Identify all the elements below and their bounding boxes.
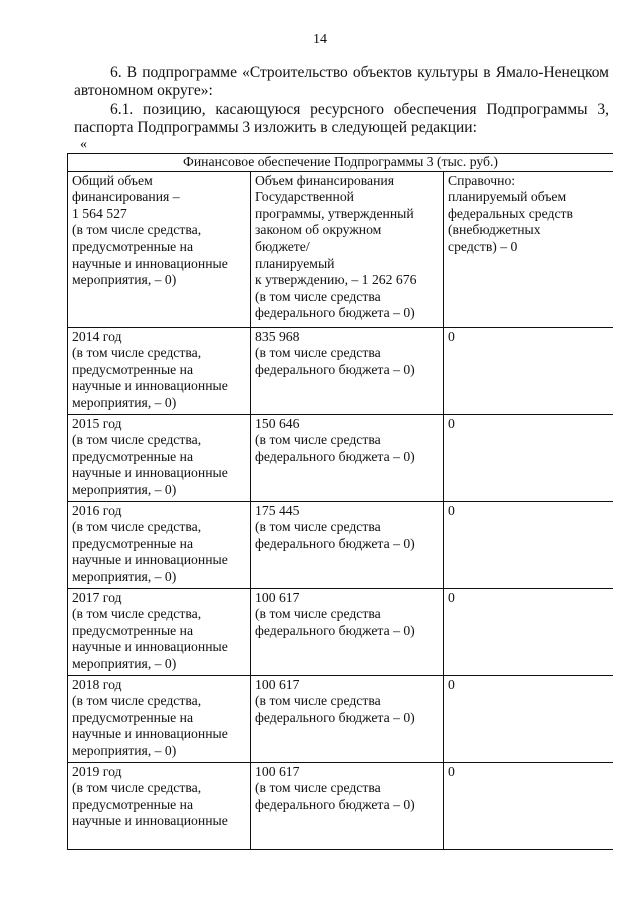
paragraph-amendment-text: 6.1. позицию, касающуюся ресурсного обеспечения Подпрограммы 3, паспорта Подпрограммы 3 изложить в следующей редакции: [74,101,609,136]
amount-cell: 100 617 (в том числе средства федерального бюджета – 0) [251,588,444,675]
amount-cell: 150 646 (в том числе средства федерального бюджета – 0) [251,414,444,501]
financing-table [67,153,613,850]
paragraph-subprogram-heading: 6. В подпрограмме «Строительство объектов культуры в Ямало-Ненецком автономном округе»: [74,64,609,99]
extra-cell: 0 [444,414,614,501]
table-row [68,675,614,762]
total-financing-cell: Общий объем финансирования – 1 564 527 (в том числе средства, предусмотренные на научные и инновационные мероприятия, – 0) [68,171,251,327]
table-row [68,327,614,414]
extra-cell: 0 [444,327,614,414]
amount-cell: 175 445 (в том числе средства федерального бюджета – 0) [251,501,444,588]
extra-cell: 0 [444,675,614,762]
federal-reference-cell: Справочно: планируемый объем федеральных средств (внебюджетных средств) – 0 [444,171,614,327]
amount-cell: 835 968 (в том числе средства федерального бюджета – 0) [251,327,444,414]
year-cell: 2016 год (в том числе средства, предусмотренные на научные и инновационные мероприятия, – 0) [68,501,251,588]
extra-cell: 0 [444,501,614,588]
amount-cell: 100 617 (в том числе средства федерального бюджета – 0) [251,762,444,849]
amount-cell: 100 617 (в том числе средства федерального бюджета – 0) [251,675,444,762]
financing-table-container [67,153,613,905]
page-number: 14 [313,32,327,47]
table-caption: Финансовое обеспечение Подпрограммы 3 (тыс. руб.) [68,154,614,172]
table-row [68,501,614,588]
year-cell: 2019 год (в том числе средства, предусмотренные на научные и инновационные [68,762,251,849]
opening-quote-mark: « [80,137,87,152]
extra-cell: 0 [444,762,614,849]
extra-cell: 0 [444,588,614,675]
year-cell: 2015 год (в том числе средства, предусмотренные на научные и инновационные мероприятия, – 0) [68,414,251,501]
year-cell: 2018 год (в том числе средства, предусмотренные на научные и инновационные мероприятия, – 0) [68,675,251,762]
table-header-row [68,171,614,327]
year-cell: 2017 год (в том числе средства, предусмотренные на научные и инновационные мероприятия, – 0) [68,588,251,675]
table-row [68,762,614,849]
table-row [68,414,614,501]
table-caption-row [68,154,614,172]
program-financing-cell: Объем финансирования Государственной программы, утвержденный законом об окружном бюджете/ планируемый к утверждению, – 1 262 676 (в том числе средства федерального бюджета – 0) [251,171,444,327]
year-cell: 2014 год (в том числе средства, предусмотренные на научные и инновационные мероприятия, – 0) [68,327,251,414]
table-row [68,588,614,675]
